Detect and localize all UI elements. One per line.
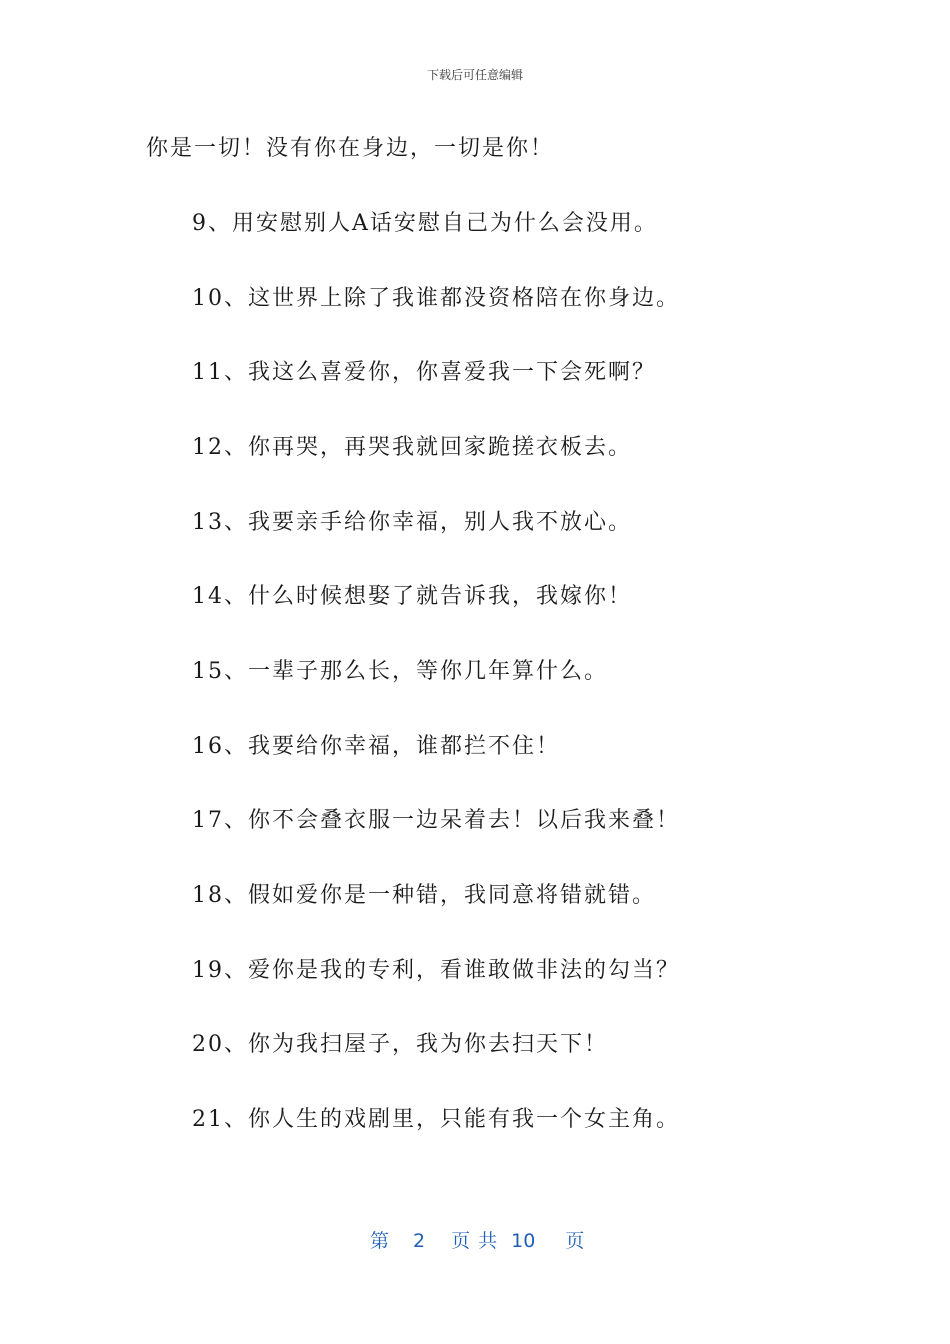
list-item: 14、什么时候想娶了就告诉我，我嫁你！ xyxy=(192,584,632,609)
footer-prefix: 第 xyxy=(370,1230,390,1252)
list-item: 20、你为我扫屋子，我为你去扫天下！ xyxy=(192,1032,608,1057)
list-item: 11、我这么喜爱你，你喜爱我一下会死啊？ xyxy=(192,360,656,385)
footer-current-page: 2 xyxy=(413,1230,426,1252)
list-item: 21、你人生的戏剧里，只能有我一个女主角。 xyxy=(192,1107,680,1132)
page-number-footer xyxy=(370,1226,584,1253)
list-item: 19、爱你是我的专利，看谁敢做非法的勾当？ xyxy=(192,958,680,983)
list-item: 15、一辈子那么长，等你几年算什么。 xyxy=(192,659,608,684)
list-item: 16、我要给你幸福，谁都拦不住！ xyxy=(192,734,560,759)
list-item: 13、我要亲手给你幸福，别人我不放心。 xyxy=(192,510,632,535)
footer-total-pages: 10 xyxy=(511,1230,536,1252)
list-item: 10、这世界上除了我谁都没资格陪在你身边。 xyxy=(192,286,680,311)
page-header: 下载后可任意编辑 xyxy=(426,68,523,82)
list-item: 12、你再哭，再哭我就回家跪搓衣板去。 xyxy=(192,435,632,460)
footer-suffix: 页 xyxy=(565,1230,585,1252)
continuation-line: 你是一切！没有你在身边，一切是你！ xyxy=(146,136,555,161)
footer-page-word: 页 xyxy=(451,1230,471,1252)
list-item: 9、用安慰别人A话安慰自己为什么会没用。 xyxy=(192,211,658,236)
footer-total-word: 共 xyxy=(478,1230,498,1252)
list-item: 17、你不会叠衣服一边呆着去！以后我来叠！ xyxy=(192,808,680,833)
list-item: 18、假如爱你是一种错，我同意将错就错。 xyxy=(192,883,656,908)
